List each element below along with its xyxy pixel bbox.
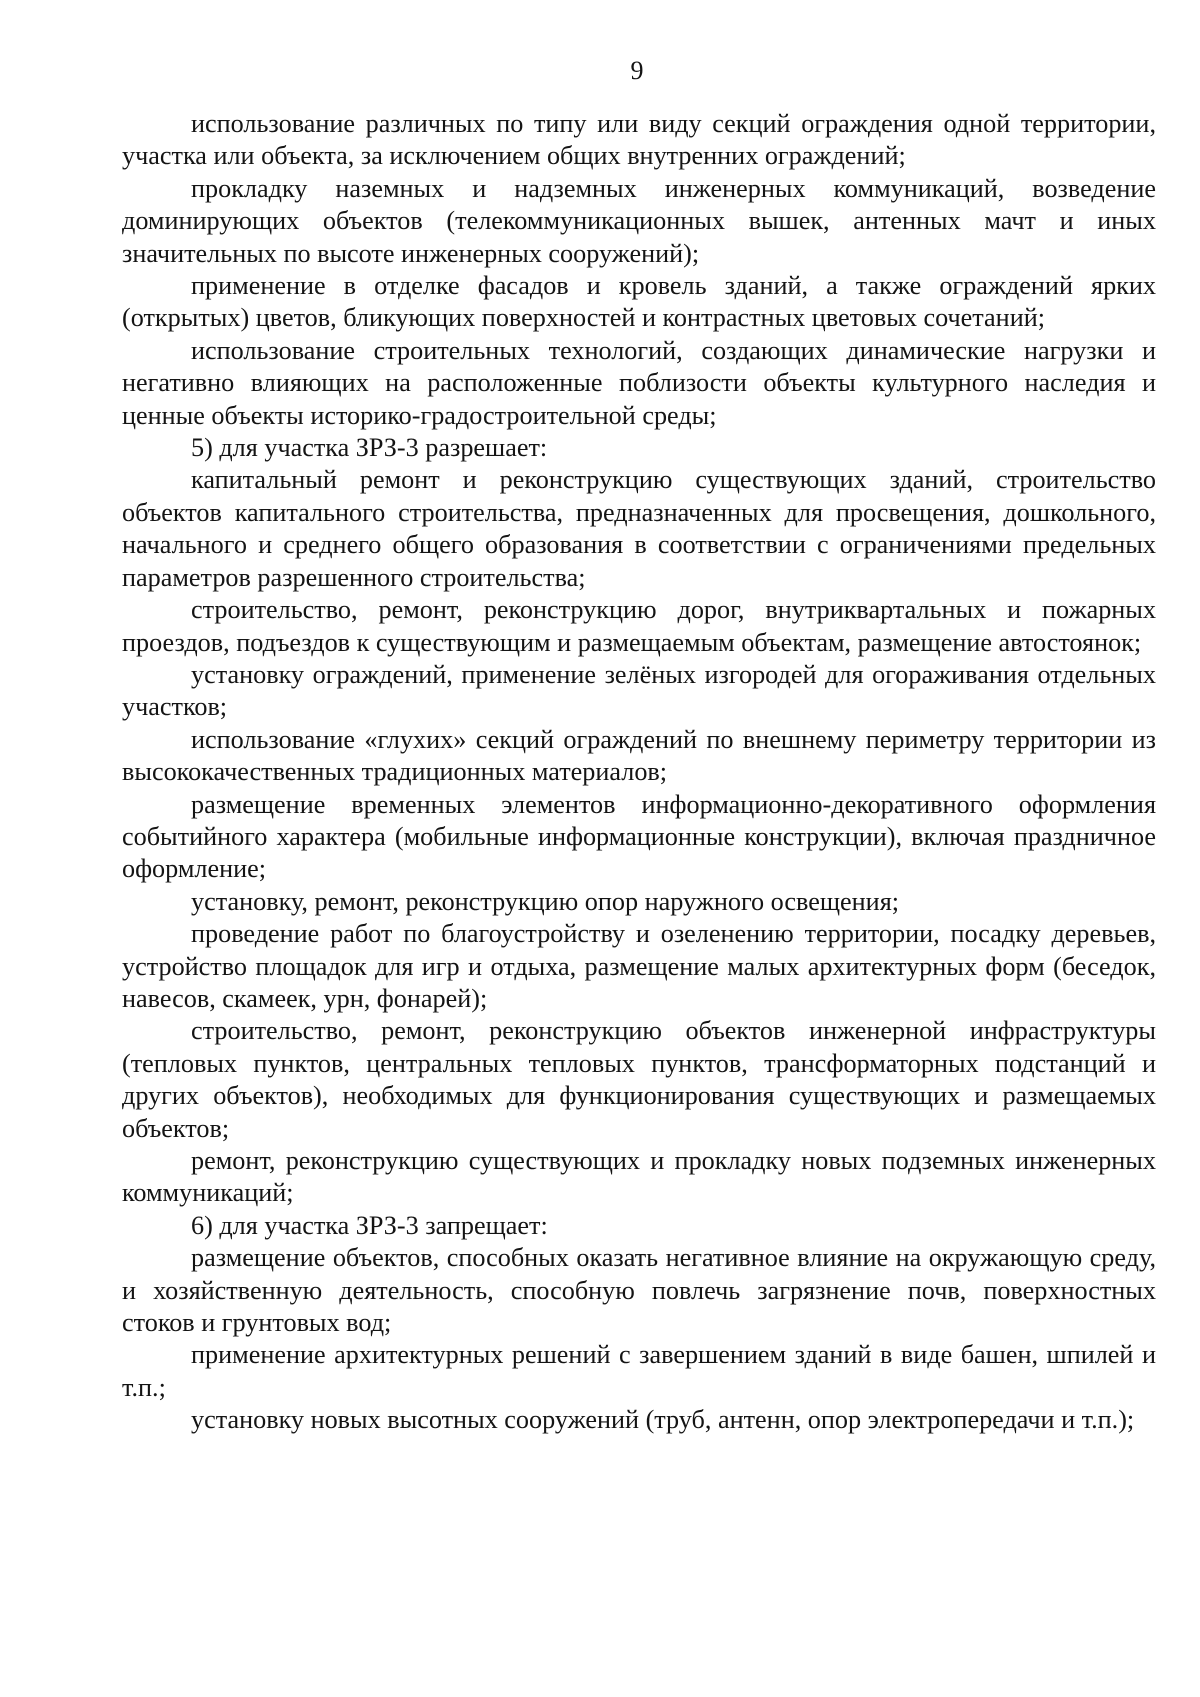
paragraph: размещение объектов, способных оказать негативное влияние на окружающую среду, и хозяйственную деятельность, способную повлечь загрязнение почв, поверхностных стоков и грунтовых вод; <box>122 1243 1156 1338</box>
paragraph: установку, ремонт, реконструкцию опор наружного освещения; <box>191 886 900 916</box>
paragraph: использование различных по типу или виду секций ограждения одной территории, участка или объекта, за исключением общих внутренних ограждений; <box>122 109 1156 171</box>
paragraph: установку новых высотных сооружений (труб, антенн, опор электропередачи и т.п.); <box>191 1405 1135 1435</box>
paragraph: применение в отделке фасадов и кровель зданий, а также ограждений ярких (открытых) цветов, бликующих поверхностей и контрастных цветовых сочетаний; <box>122 271 1156 333</box>
paragraph: установку ограждений, применение зелёных изгородей для огораживания отдельных участков; <box>122 659 1156 722</box>
paragraph: проведение работ по благоустройству и озеленению территории, посадку деревьев, устройство площадок для игр и отдыха, размещение малых архитектурных форм (беседок, навесов, скамеек, урн, фонарей); <box>122 919 1156 1013</box>
paragraph: применение архитектурных решений с завершением зданий в виде башен, шпилей и т.п.; <box>122 1340 1156 1402</box>
page-number: 9 <box>630 56 644 85</box>
section-heading: 6) для участка ЗРЗ-3 запрещает: <box>191 1210 548 1240</box>
section-heading: 5) для участка ЗРЗ-3 разрешает: <box>191 433 548 463</box>
paragraph: использование строительных технологий, создающих динамические нагрузки и негативно влияющих на расположенные поблизости объекты культурного наследия и ценные объекты историко-градостроительной среды; <box>122 335 1156 430</box>
paragraph: строительство, ремонт, реконструкцию дорог, внутриквартальных и пожарных проездов, подъездов к существующим и размещаемым объектам, размещение автостоянок; <box>122 595 1156 657</box>
paragraph: размещение временных элементов информационно-декоративного оформления событийного характера (мобильные информационные конструкции), включая праздничное оформление; <box>122 789 1156 884</box>
paragraph: ремонт, реконструкцию существующих и прокладку новых подземных инженерных коммуникаций; <box>122 1146 1156 1208</box>
paragraph: капитальный ремонт и реконструкцию существующих зданий, строительство объектов капитального строительства, предназначенных для просвещения, дошкольного, начального и среднего общего образования в соответствии с ограничениями предельных параметров разрешенного строительства; <box>122 465 1156 592</box>
paragraph: строительство, ремонт, реконструкцию объектов инженерной инфраструктуры (тепловых пунктов, центральных тепловых пунктов, трансформаторных подстанций и других объектов), необходимых для функционирования существующих и размещаемых объектов; <box>122 1016 1156 1143</box>
body-text <box>122 108 1156 1437</box>
paragraph: прокладку наземных и надземных инженерных коммуникаций, возведение доминирующих объектов (телекоммуникационных вышек, антенных мачт и иных значительных по высоте инженерных сооружений); <box>122 173 1156 268</box>
paragraph: использование «глухих» секций ограждений по внешнему периметру территории из высококачественных традиционных материалов; <box>122 724 1156 787</box>
